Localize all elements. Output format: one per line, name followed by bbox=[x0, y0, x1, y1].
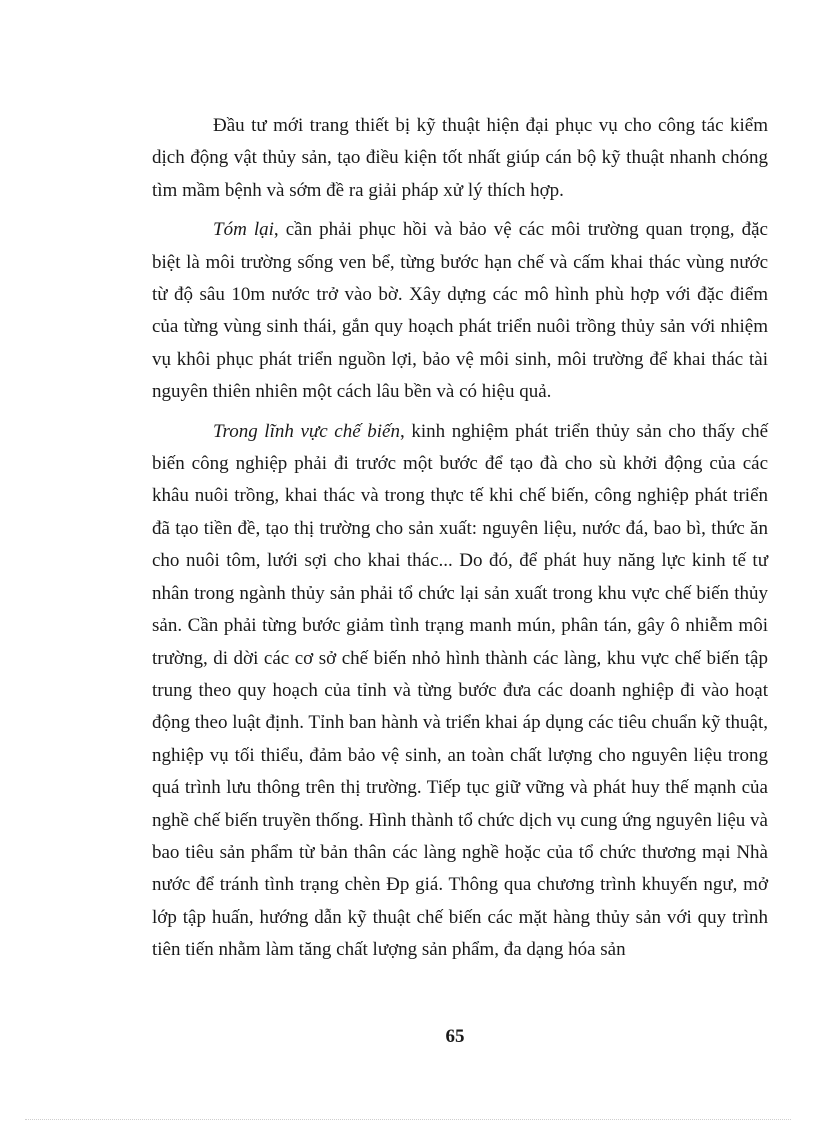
paragraph-summary bbox=[152, 214, 768, 408]
paragraph-text: , kinh nghiệm phát triển thủy sản cho thấy chế biến công nghiệp phải đi trước một bước để tạo đà cho sù khởi động của các khâu nuôi trồng, khai thác và trong thực tế khi chế biến, công nghiệp phát triển đã tạo tiền đề, tạo thị trường cho sản xuất: nguyên liệu, nước đá, bao bì, thức ăn cho nuôi tôm, lưới sợi cho khai thác... Do đó, để phát huy năng lực kinh tế tư nhân trong ngành thủy sản phải tổ chức lại sản xuất trong khu vực chế biến thủy sản. Cần phải từng bước giảm tình trạng manh mún, phân tán, gây ô nhiễm môi trường, di dời các cơ sở chế biến nhỏ hình thành các làng, khu vực chế biến tập trung theo quy hoạch của tỉnh và từng bước đưa các doanh nghiệp đi vào hoạt động theo luật định. Tỉnh ban hành và triển khai áp dụng các tiêu chuẩn kỹ thuật, nghiệp vụ tối thiểu, đảm bảo vệ sinh, an toàn chất lượng cho nguyên liệu trong quá trình lưu thông trên thị trường. Tiếp tục giữ vững và phát huy thế mạnh của nghề chế biến truyền thống. Hình thành tổ chức dịch vụ cung ứng nguyên liệu và bao tiêu sản phẩm từ bản thân các làng nghề hoặc của tổ chức thương mại Nhà nước để tránh tình trạng chèn Đp giá. Thông qua chương trình khuyến ngư, mở lớp tập huấn, hướng dẫn kỹ thuật chế biến các mặt hàng thủy sản với quy trình tiên tiến nhằm làm tăng chất lượng sản phẩm, đa dạng hóa sản bbox=[152, 420, 769, 961]
page-bottom-divider bbox=[25, 1119, 791, 1120]
page-number: 65 bbox=[445, 1026, 465, 1047]
paragraph-equipment-investment bbox=[152, 110, 768, 207]
paragraph-processing-sector bbox=[152, 416, 768, 967]
paragraph-text: Đầu tư mới trang thiết bị kỹ thuật hiện đại phục vụ cho công tác kiểm dịch động vật thủy sản, tạo điều kiện tốt nhất giúp cán bộ kỹ thuật nhanh chóng tìm mầm bệnh và sớm đề ra giải pháp xử lý thích hợp. bbox=[152, 115, 768, 201]
body-text bbox=[152, 110, 768, 974]
paragraph-text: , cần phải phục hồi và bảo vệ các môi trường quan trọng, đặc biệt là môi trường sống ven bể, từng bước hạn chế và cấm khai thác vùng nước từ độ sâu 10m nước trở vào bờ. Xây dựng các mô hình phù hợp với đặc điểm của từng vùng sinh thái, gắn quy hoạch phát triển nuôi trồng thủy sản với nhiệm vụ khôi phục phát triển nguồn lợi, bảo vệ môi sinh, môi trường để khai thác tài nguyên thiên nhiên một cách lâu bền và có hiệu quả. bbox=[152, 219, 768, 403]
paragraph-lead-italic: Trong lĩnh vực chế biến bbox=[213, 420, 400, 442]
paragraph-lead-italic: Tóm lại bbox=[213, 219, 274, 241]
